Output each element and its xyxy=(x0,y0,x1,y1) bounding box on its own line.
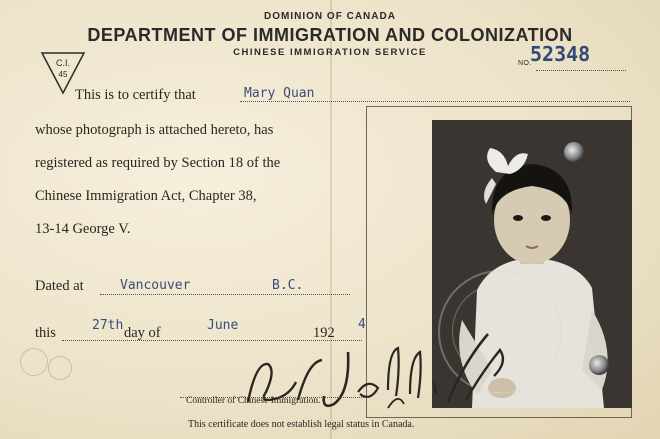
year-prefix: 192 xyxy=(313,325,335,341)
place-dotted-line xyxy=(100,294,350,295)
dominion-heading: DOMINION OF CANADA xyxy=(264,11,396,22)
legal-status-note: This certificate does not establish legal status in Canada. xyxy=(188,419,415,430)
dated-day: 27th xyxy=(92,318,124,333)
number-dotted-line xyxy=(536,70,626,71)
dated-place: Vancouver xyxy=(120,278,191,293)
dated-label: Dated at xyxy=(35,278,84,294)
body-line4: Chinese Immigration Act, Chapter 38, xyxy=(35,188,257,204)
year-suffix: 4 xyxy=(358,317,366,332)
certify-text: This is to certify that xyxy=(75,87,196,103)
photo-rivet-bottom xyxy=(589,355,609,375)
name-dotted-line xyxy=(240,101,630,102)
body-line3: registered as required by Section 18 of the xyxy=(35,155,281,171)
this-label: this xyxy=(35,325,56,341)
holder-name: Mary Quan xyxy=(244,86,315,101)
stamp-line2: 45 xyxy=(58,70,68,79)
certificate-number: 52348 xyxy=(530,42,591,66)
stain-mark-2 xyxy=(48,356,72,380)
dated-month: June xyxy=(207,318,239,333)
service-heading: CHINESE IMMIGRATION SERVICE xyxy=(233,47,427,58)
body-line2: whose photograph is attached hereto, has xyxy=(35,122,274,138)
stamp-line1: C.I. xyxy=(55,58,71,68)
day-of-label: day of xyxy=(124,325,161,341)
controller-title: Controller of Chinese Immigration. xyxy=(186,396,321,406)
photo-rivet-top xyxy=(564,142,584,162)
department-heading: DEPARTMENT OF IMMIGRATION AND COLONIZATION xyxy=(87,25,573,45)
certificate-number-label: NO. xyxy=(518,60,532,67)
body-line5: 13-14 George V. xyxy=(35,221,131,237)
dated-province: B.C. xyxy=(272,278,304,293)
stain-mark xyxy=(20,348,48,376)
